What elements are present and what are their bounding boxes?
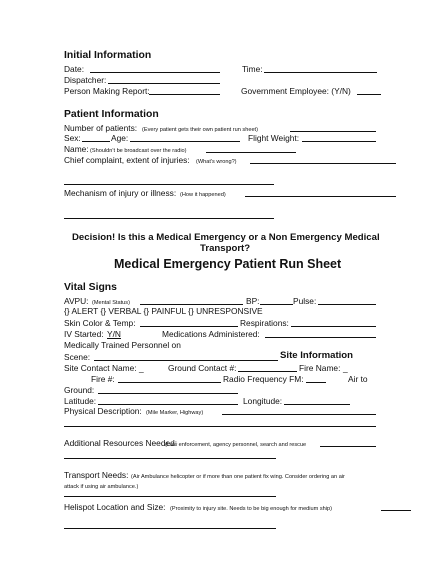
gov-employee-label: Government Employee: (Y/N) <box>241 86 351 96</box>
age-field[interactable] <box>130 141 240 142</box>
physical-description-note: (Mile Marker, Highway) <box>146 410 204 416</box>
patients-count-label: Number of patients: <box>64 123 138 133</box>
iv-started-value[interactable]: Y/N <box>107 329 121 339</box>
ground-field[interactable] <box>98 393 238 394</box>
longitude-label: Longitude: <box>243 396 283 406</box>
helispot-label: Helispot Location and Size: <box>64 502 166 512</box>
date-label: Date: <box>64 64 85 74</box>
complaint-field-line2[interactable] <box>64 184 274 185</box>
section-vital-heading: Vital Signs <box>64 282 117 293</box>
decision-line-2: Transport? <box>200 243 251 254</box>
report-field[interactable] <box>149 94 220 95</box>
report-label: Person Making Report: <box>64 86 150 96</box>
name-note: (Shouldn't be broadcast over the radio) <box>90 148 187 154</box>
ground-label: Ground: <box>64 385 95 395</box>
ground-contact-label: Ground Contact #: <box>168 363 237 373</box>
personnel-label: Medically Trained Personnel on <box>64 340 181 350</box>
avpu-label: AVPU: <box>64 296 89 306</box>
latitude-field[interactable] <box>98 404 238 405</box>
page-title: Medical Emergency Patient Run Sheet <box>114 257 342 271</box>
flight-weight-field[interactable] <box>302 141 376 142</box>
air-to-label: Air to <box>348 374 368 384</box>
date-field[interactable] <box>90 72 220 73</box>
name-field[interactable] <box>206 152 296 153</box>
decision-line-1: Decision! Is this a Medical Emergency or a Non Emergency Medical <box>72 232 380 243</box>
latitude-label: Latitude: <box>64 396 97 406</box>
mechanism-note: (How it happened) <box>180 192 226 198</box>
additional-resources-field-line2[interactable] <box>64 458 276 459</box>
transport-needs-field[interactable] <box>64 496 276 497</box>
helispot-note: (Proximity to injury site. Needs to be big enough for medium ship) <box>170 506 332 512</box>
dispatcher-field[interactable] <box>108 83 220 84</box>
pulse-label: Pulse: <box>293 296 317 306</box>
site-contact-label: Site Contact Name: _ <box>64 363 144 373</box>
bp-field[interactable] <box>260 304 293 305</box>
avpu-field[interactable] <box>140 304 243 305</box>
sex-field[interactable] <box>82 141 110 142</box>
radio-frequency-label: Radio Frequency FM: <box>223 374 304 384</box>
dispatcher-label: Dispatcher: <box>64 75 107 85</box>
skin-field[interactable] <box>140 326 238 327</box>
section-site-heading: Site Information <box>280 350 354 361</box>
respirations-label: Respirations: <box>240 318 289 328</box>
radio-frequency-field[interactable] <box>306 382 326 383</box>
additional-resources-note: (Law enforcement, agency personnel, search and rescue <box>165 442 307 448</box>
transport-needs-note-2: attack if using air ambulance.) <box>64 484 139 490</box>
gov-employee-field[interactable] <box>357 94 381 95</box>
fire-name-value[interactable]: _ <box>343 363 348 373</box>
medications-label: Medications Administered: <box>162 329 260 339</box>
transport-needs-note-1: (Air Ambulance helicopter or if more than one patient fix wing. Consider ordering an air <box>131 474 345 480</box>
bp-label: BP: <box>246 296 260 306</box>
name-label: Name: <box>64 144 89 154</box>
fire-number-label: Fire #: <box>91 374 115 384</box>
sex-label: Sex: <box>64 133 81 143</box>
section-initial-heading: Initial Information <box>64 50 152 61</box>
complaint-note: (What's wrong?) <box>196 159 237 165</box>
mechanism-label: Mechanism of injury or illness: <box>64 188 177 198</box>
patients-count-field[interactable] <box>290 131 376 132</box>
scene-field[interactable] <box>94 360 278 361</box>
time-field[interactable] <box>264 72 377 73</box>
respirations-field[interactable] <box>291 326 376 327</box>
flight-weight-label: Flight Weight: <box>248 133 300 143</box>
mechanism-field-line2[interactable] <box>64 218 274 219</box>
age-label: Age: <box>111 133 129 143</box>
longitude-field[interactable] <box>284 404 350 405</box>
skin-label: Skin Color & Temp: <box>64 318 136 328</box>
scene-label: Scene: <box>64 352 91 362</box>
helispot-field-line2[interactable] <box>64 528 276 529</box>
medications-field[interactable] <box>265 337 376 338</box>
physical-description-field-line2[interactable] <box>64 426 376 427</box>
physical-description-label: Physical Description: <box>64 406 142 416</box>
patients-count-note: (Every patient gets their own patient run sheet) <box>142 127 258 133</box>
complaint-field[interactable] <box>250 163 396 164</box>
physical-description-field[interactable] <box>222 414 376 415</box>
section-patient-heading: Patient Information <box>64 109 159 120</box>
transport-needs-label: Transport Needs: <box>64 470 129 480</box>
time-label: Time: <box>242 64 263 74</box>
mechanism-field[interactable] <box>245 196 396 197</box>
avpu-options[interactable]: {} ALERT {} VERBAL {} PAINFUL {} UNRESPONSIVE <box>64 306 263 316</box>
fire-name-label: Fire Name: <box>299 363 341 373</box>
additional-resources-field[interactable] <box>320 446 376 447</box>
additional-resources-label: Additional Resources Needed: <box>64 438 178 448</box>
avpu-note: (Mental Status) <box>92 300 130 306</box>
iv-started-label: IV Started: <box>64 329 104 339</box>
fire-number-field[interactable] <box>118 382 221 383</box>
pulse-field[interactable] <box>318 304 376 305</box>
ground-contact-field[interactable] <box>238 371 297 372</box>
helispot-field[interactable] <box>381 510 411 511</box>
complaint-label: Chief complaint, extent of injuries: <box>64 155 190 165</box>
